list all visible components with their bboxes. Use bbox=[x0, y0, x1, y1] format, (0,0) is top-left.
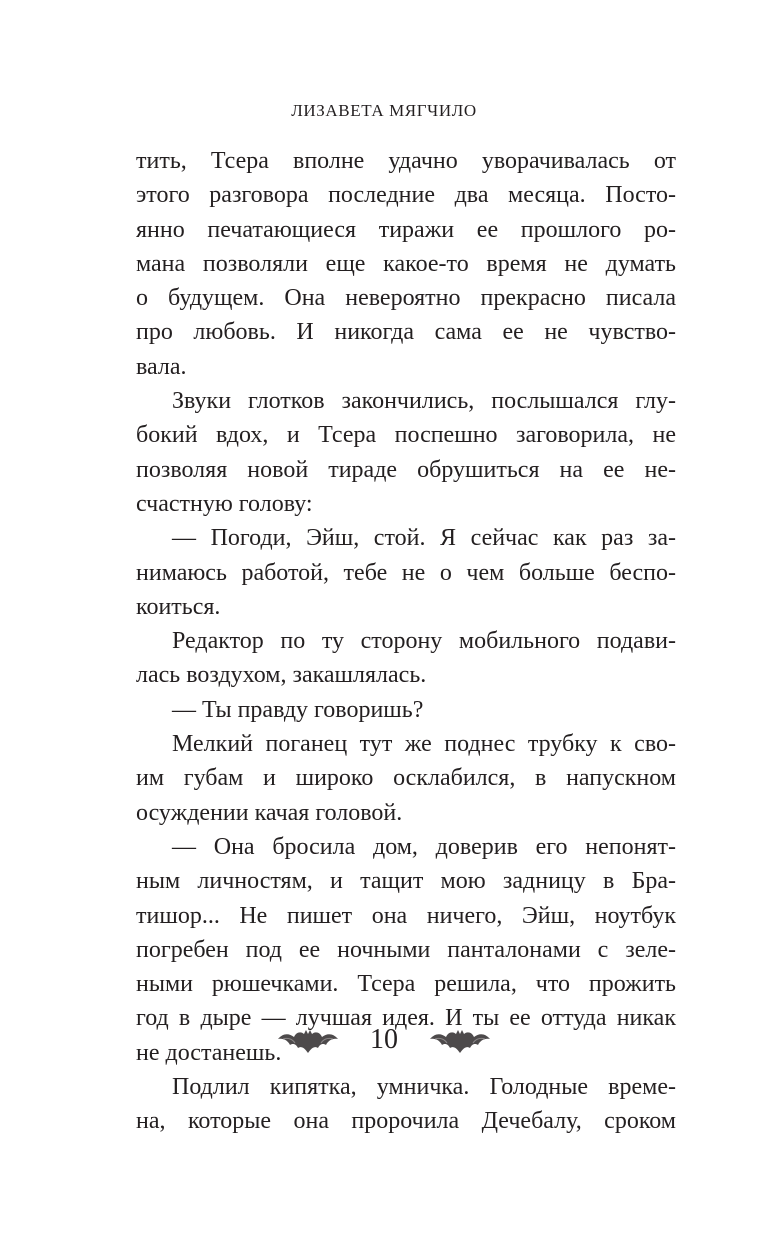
text-line: лась воздухом, закашлялась. bbox=[136, 662, 427, 689]
text-line: — Она бросила дом, доверив его непонят- bbox=[172, 833, 676, 860]
text-line: позволяя новой тираде обрушиться на ее не- bbox=[136, 456, 676, 483]
text-line: о будущем. Она невероятно прекрасно писала bbox=[136, 285, 676, 312]
text-line: Звуки глотков закончились, послышался глу- bbox=[172, 388, 676, 415]
bat-icon bbox=[277, 1025, 339, 1055]
bat-icon bbox=[429, 1025, 491, 1055]
text-line: мана позволяли еще какое-то время не думать bbox=[136, 250, 676, 277]
text-line: ными рюшечками. Тсера решила, что прожить bbox=[136, 971, 676, 998]
text-line: тить, Тсера вполне удачно уворачивалась от bbox=[136, 148, 676, 174]
text-line: этого разговора последние два месяца. Посто- bbox=[136, 182, 676, 209]
text-line: Подлил кипятка, умничка. Голодные време- bbox=[172, 1074, 676, 1101]
text-line: погребен под ее ночными панталонами с зеле- bbox=[136, 936, 676, 963]
text-line: не достанешь. bbox=[136, 1039, 282, 1066]
text-line: вала. bbox=[136, 353, 187, 380]
text-line: счастную голову: bbox=[136, 490, 313, 517]
text-line: осуждении качая головой. bbox=[136, 799, 403, 826]
text-line: год в дыре — лучшая идея. И ты ее оттуда никак bbox=[136, 1005, 676, 1032]
text-line: Мелкий поганец тут же поднес трубку к сво- bbox=[172, 731, 676, 758]
text-line: бокий вдох, и Тсера поспешно заговорила, не bbox=[136, 422, 676, 449]
text-line: — Ты правду говоришь? bbox=[172, 696, 424, 723]
text-line: коиться. bbox=[136, 593, 221, 620]
text-line: — Погоди, Эйш, стой. Я сейчас как раз за- bbox=[172, 525, 676, 552]
page-footer bbox=[0, 1020, 768, 1060]
text-line: ным личностям, и тащит мою задницу в Бра- bbox=[136, 868, 676, 895]
text-line: янно печатающиеся тиражи ее прошлого ро- bbox=[136, 216, 676, 243]
text-line: на, которые она пророчила Дечебалу, сроком bbox=[136, 1108, 676, 1135]
page-number: 10 bbox=[370, 1024, 398, 1055]
body-text bbox=[136, 144, 676, 1139]
text-line: тишор... Не пишет она ничего, Эйш, ноутбук bbox=[136, 902, 676, 929]
text-line: Редактор по ту сторону мобильного подави- bbox=[172, 628, 676, 655]
text-line: про любовь. И никогда сама ее не чувство- bbox=[136, 319, 676, 346]
running-head-author: ЛИЗАВЕТА МЯГЧИЛО bbox=[291, 101, 477, 120]
text-line: им губам и широко осклабился, в напускном bbox=[136, 765, 676, 792]
text-line: нимаюсь работой, тебе не о чем больше беспо- bbox=[136, 559, 676, 586]
